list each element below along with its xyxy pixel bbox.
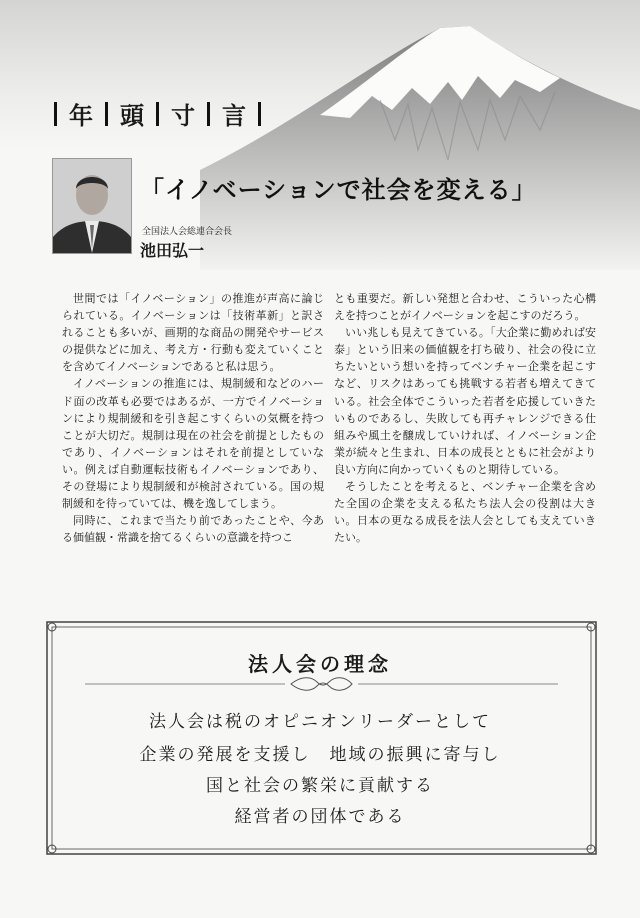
philosophy-line: 企業の発展を支援し 地域の振興に寄与し xyxy=(139,745,501,765)
paragraph: とも重要だ。新しい発想と合わせ、こういった心構えを持つことがイノベーションを起こすのだろう。 xyxy=(334,292,596,323)
heading-char: 頭 xyxy=(120,101,144,130)
article-column-left xyxy=(62,290,324,546)
paragraph: いい兆しも見えてきている。「大企業に勤めれば安泰」という旧来の価値観を打ち破り、社会の役に立ちたいという想いを持ってベンチャー企業を起こすなど、リスクはあっても挑戦する若者も増えてきている。社会全体でこういった若者を応援していきたいものであるし、失敗しても再チャレンジできる仕組みや風土を醸成していければ、イノベーション企業が続々と生まれ、日本の成長とともに社会がより良い方向に向かっていくものと期待している。 xyxy=(334,326,596,476)
article-column-right xyxy=(334,290,596,546)
author-photo xyxy=(52,158,132,254)
article-title: 「イノベーションで社会を変える」 xyxy=(140,175,537,204)
heading-char: 年 xyxy=(69,101,93,130)
author-name: 池田弘一 xyxy=(140,241,205,260)
paragraph: そうしたことを考えると、ベンチャー企業を含めた全国の企業を支える私たち法人会の役割は大きい。日本の更なる成長を法人会としても支えていきたい。 xyxy=(334,480,596,545)
heading-char: 言 xyxy=(222,101,246,130)
philosophy-title: 法人会の理念 xyxy=(248,652,392,676)
philosophy-line: 法人会は税のオピニオンリーダーとして xyxy=(149,712,491,732)
heading-char: 寸 xyxy=(171,101,195,130)
philosophy-line: 国と社会の繁栄に貢献する xyxy=(206,776,434,796)
section-heading xyxy=(42,96,273,131)
author-role: 全国法人会総連合会長 xyxy=(142,227,233,237)
philosophy-line: 経営者の団体である xyxy=(234,807,406,827)
paragraph: イノベーションの推進には、規制緩和などのハード面の改革も必要ではあるが、一方でイノベーションにより規制緩和を引き起こすくらいの気概を持つことが大切だ。規制は現在の社会を前提としたものであり、イノベーションはそれを前提としていない。例えば自動運転技術もイノベーションであり、その登場により規制緩和が検討されている。国の規制緩和を待っていては、機を逸してしまう。 xyxy=(62,377,324,511)
paragraph: 世間では「イノベーション」の推進が声高に論じられている。イノベーションは「技術革新」と訳されることも多いが、画期的な商品の開発やサービスの提供などに加え、考え方・行動も変えていくことを含めてイノベーションであると私は思う。 xyxy=(62,292,324,374)
paragraph: 同時に、これまで当たり前であったことや、今ある価値観・常識を捨てるくらいの意識を持つこ xyxy=(62,514,324,545)
